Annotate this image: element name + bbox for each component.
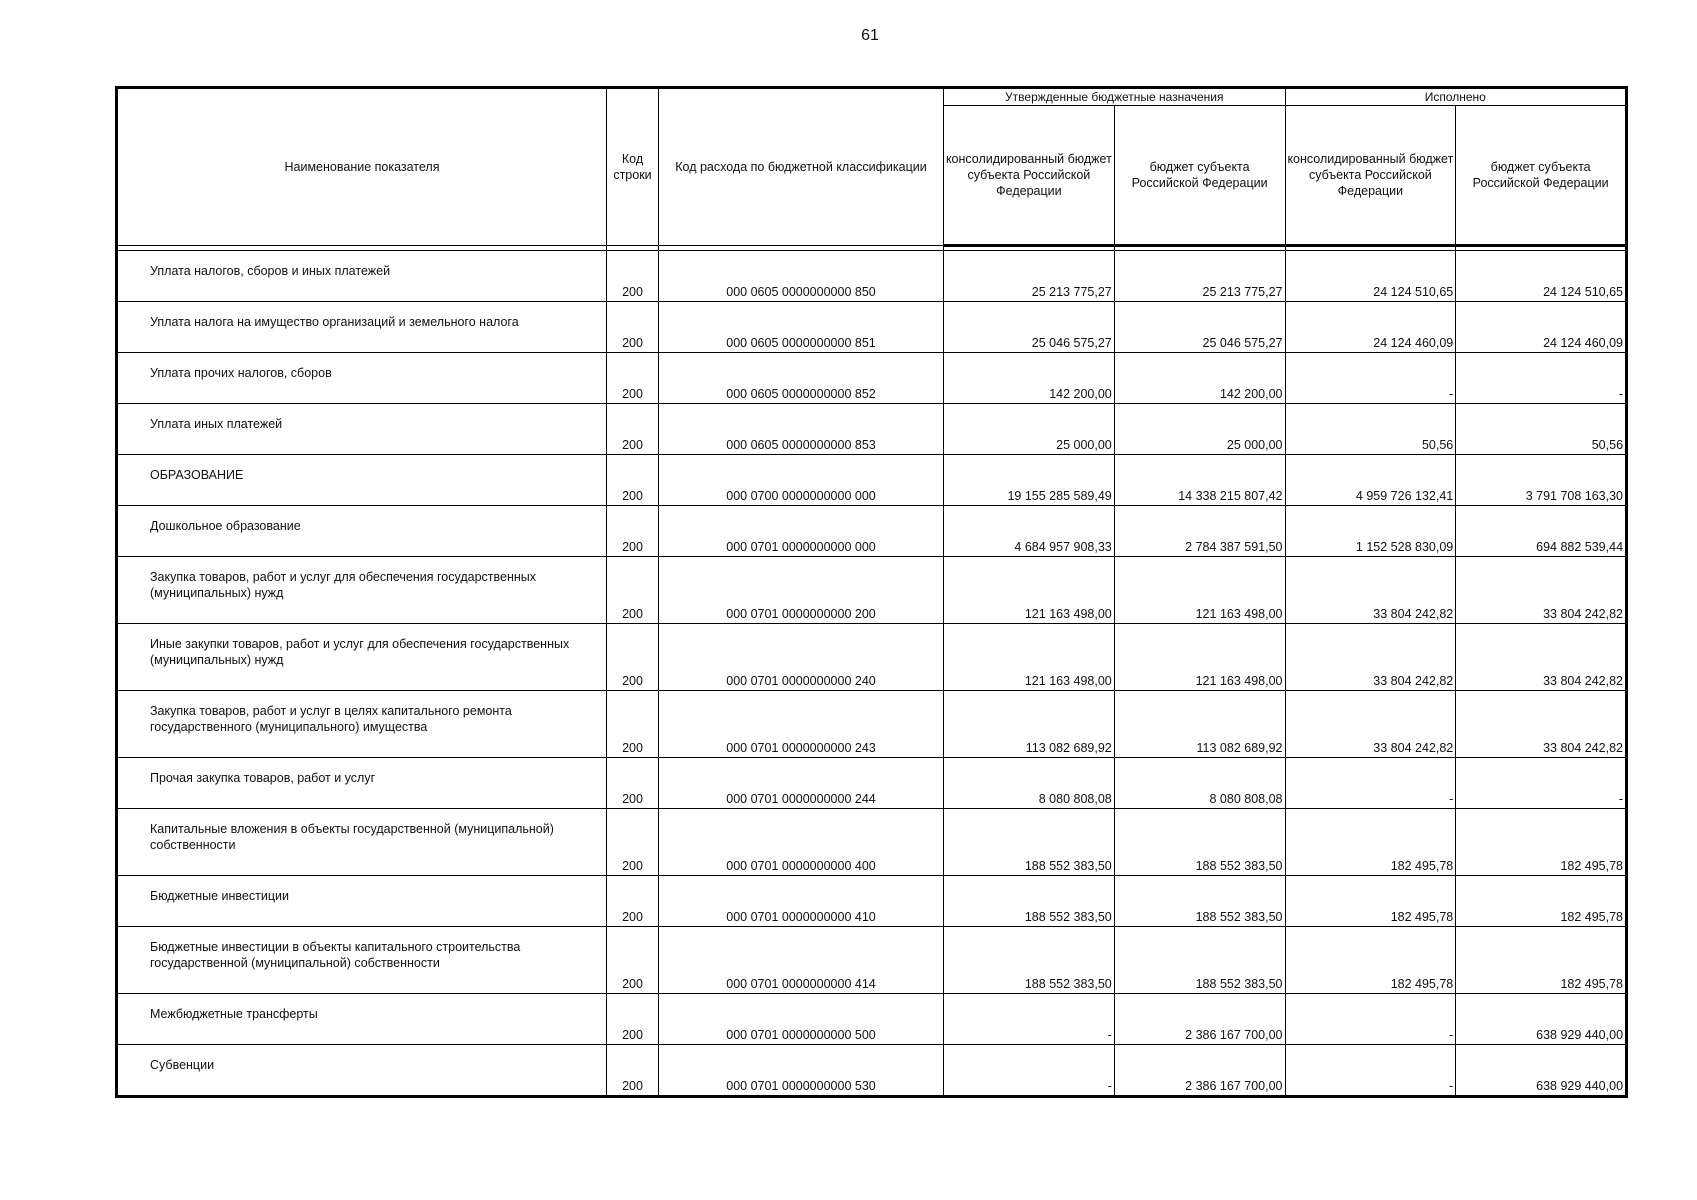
header-budget-code: Код расхода по бюджетной классификации (659, 88, 944, 246)
approved-subject-cell: 25 213 775,27 (1114, 251, 1285, 302)
budget-code-cell: 000 0605 0000000000 852 (659, 353, 944, 404)
executed-consolidated-cell: 33 804 242,82 (1285, 624, 1456, 691)
row-code-cell: 200 (607, 758, 659, 809)
approved-consolidated-cell: 113 082 689,92 (944, 691, 1115, 758)
indicator-name-cell: Бюджетные инвестиции в объекты капитального строительства государственной (муниципальной) собственности (117, 927, 607, 994)
row-code-cell: 200 (607, 691, 659, 758)
approved-subject-cell: 14 338 215 807,42 (1114, 455, 1285, 506)
approved-consolidated-cell: 188 552 383,50 (944, 876, 1115, 927)
approved-subject-cell: 2 386 167 700,00 (1114, 1045, 1285, 1097)
executed-subject-cell: 182 495,78 (1456, 927, 1627, 994)
executed-consolidated-cell: - (1285, 353, 1456, 404)
budget-code-cell: 000 0701 0000000000 244 (659, 758, 944, 809)
row-code-cell: 200 (607, 927, 659, 994)
indicator-name-cell: Уплата иных платежей (117, 404, 607, 455)
approved-subject-cell: 2 784 387 591,50 (1114, 506, 1285, 557)
approved-consolidated-cell: 142 200,00 (944, 353, 1115, 404)
approved-consolidated-cell: - (944, 1045, 1115, 1097)
header-indicator-name: Наименование показателя (117, 88, 607, 246)
table-row (117, 691, 1627, 758)
approved-subject-cell: 121 163 498,00 (1114, 557, 1285, 624)
row-code-cell: 200 (607, 1045, 659, 1097)
row-code-cell: 200 (607, 251, 659, 302)
table-row (117, 506, 1627, 557)
indicator-name-cell: Уплата налогов, сборов и иных платежей (117, 251, 607, 302)
executed-subject-cell: - (1456, 353, 1627, 404)
approved-consolidated-cell: 121 163 498,00 (944, 557, 1115, 624)
executed-subject-cell: 182 495,78 (1456, 809, 1627, 876)
executed-consolidated-cell: - (1285, 994, 1456, 1045)
approved-consolidated-cell: 8 080 808,08 (944, 758, 1115, 809)
approved-consolidated-cell: 188 552 383,50 (944, 927, 1115, 994)
approved-subject-cell: 142 200,00 (1114, 353, 1285, 404)
indicator-name-cell: Уплата налога на имущество организаций и земельного налога (117, 302, 607, 353)
executed-subject-cell: 638 929 440,00 (1456, 994, 1627, 1045)
header-group-executed: Исполнено (1285, 88, 1627, 106)
approved-subject-cell: 188 552 383,50 (1114, 876, 1285, 927)
executed-consolidated-cell: - (1285, 758, 1456, 809)
indicator-name-cell: Капитальные вложения в объекты государственной (муниципальной) собственности (117, 809, 607, 876)
approved-consolidated-cell: 4 684 957 908,33 (944, 506, 1115, 557)
budget-code-cell: 000 0605 0000000000 850 (659, 251, 944, 302)
approved-subject-cell: 25 046 575,27 (1114, 302, 1285, 353)
row-code-cell: 200 (607, 404, 659, 455)
row-code-cell: 200 (607, 353, 659, 404)
table-row (117, 557, 1627, 624)
executed-consolidated-cell: 1 152 528 830,09 (1285, 506, 1456, 557)
budget-code-cell: 000 0605 0000000000 853 (659, 404, 944, 455)
row-code-cell: 200 (607, 557, 659, 624)
approved-consolidated-cell: 25 213 775,27 (944, 251, 1115, 302)
executed-subject-cell: 33 804 242,82 (1456, 691, 1627, 758)
executed-consolidated-cell: 4 959 726 132,41 (1285, 455, 1456, 506)
header-row-code: Код строки (607, 88, 659, 246)
approved-consolidated-cell: 19 155 285 589,49 (944, 455, 1115, 506)
budget-code-cell: 000 0701 0000000000 410 (659, 876, 944, 927)
indicator-name-cell: Дошкольное образование (117, 506, 607, 557)
approved-consolidated-cell: 25 046 575,27 (944, 302, 1115, 353)
table-row (117, 927, 1627, 994)
executed-consolidated-cell: - (1285, 1045, 1456, 1097)
executed-subject-cell: 694 882 539,44 (1456, 506, 1627, 557)
executed-subject-cell: 3 791 708 163,30 (1456, 455, 1627, 506)
executed-consolidated-cell: 182 495,78 (1285, 927, 1456, 994)
table-row (117, 758, 1627, 809)
table-row (117, 994, 1627, 1045)
executed-subject-cell: 50,56 (1456, 404, 1627, 455)
executed-consolidated-cell: 33 804 242,82 (1285, 691, 1456, 758)
executed-subject-cell: 33 804 242,82 (1456, 557, 1627, 624)
indicator-name-cell: Межбюджетные трансферты (117, 994, 607, 1045)
table-row (117, 353, 1627, 404)
executed-consolidated-cell: 24 124 510,65 (1285, 251, 1456, 302)
approved-consolidated-cell: 25 000,00 (944, 404, 1115, 455)
row-code-cell: 200 (607, 876, 659, 927)
header-approved-consolidated: консолидированный бюджет субъекта Российской Федерации (944, 106, 1115, 246)
budget-code-cell: 000 0700 0000000000 000 (659, 455, 944, 506)
executed-consolidated-cell: 50,56 (1285, 404, 1456, 455)
budget-code-cell: 000 0701 0000000000 000 (659, 506, 944, 557)
executed-consolidated-cell: 182 495,78 (1285, 809, 1456, 876)
executed-subject-cell: 24 124 460,09 (1456, 302, 1627, 353)
indicator-name-cell: Иные закупки товаров, работ и услуг для обеспечения государственных (муниципальных) нужд (117, 624, 607, 691)
row-code-cell: 200 (607, 302, 659, 353)
row-code-cell: 200 (607, 809, 659, 876)
table-row (117, 404, 1627, 455)
row-code-cell: 200 (607, 624, 659, 691)
budget-execution-table (115, 86, 1628, 1098)
approved-subject-cell: 113 082 689,92 (1114, 691, 1285, 758)
row-code-cell: 200 (607, 455, 659, 506)
budget-code-cell: 000 0701 0000000000 530 (659, 1045, 944, 1097)
budget-code-cell: 000 0701 0000000000 414 (659, 927, 944, 994)
approved-subject-cell: 2 386 167 700,00 (1114, 994, 1285, 1045)
budget-code-cell: 000 0701 0000000000 243 (659, 691, 944, 758)
approved-consolidated-cell: 121 163 498,00 (944, 624, 1115, 691)
indicator-name-cell: Уплата прочих налогов, сборов (117, 353, 607, 404)
table-body (117, 246, 1627, 1097)
executed-subject-cell: 182 495,78 (1456, 876, 1627, 927)
table-row (117, 624, 1627, 691)
row-code-cell: 200 (607, 994, 659, 1045)
approved-consolidated-cell: - (944, 994, 1115, 1045)
header-executed-consolidated: консолидированный бюджет субъекта Российской Федерации (1285, 106, 1456, 246)
approved-subject-cell: 25 000,00 (1114, 404, 1285, 455)
indicator-name-cell: Закупка товаров, работ и услуг в целях капитального ремонта государственного (муниципального) имущества (117, 691, 607, 758)
table-row (117, 1045, 1627, 1097)
indicator-name-cell: Субвенции (117, 1045, 607, 1097)
budget-code-cell: 000 0701 0000000000 500 (659, 994, 944, 1045)
executed-subject-cell: 24 124 510,65 (1456, 251, 1627, 302)
executed-subject-cell: 638 929 440,00 (1456, 1045, 1627, 1097)
table-row (117, 809, 1627, 876)
budget-code-cell: 000 0701 0000000000 240 (659, 624, 944, 691)
header-group-approved: Утвержденные бюджетные назначения (944, 88, 1286, 106)
approved-subject-cell: 188 552 383,50 (1114, 927, 1285, 994)
approved-subject-cell: 121 163 498,00 (1114, 624, 1285, 691)
executed-consolidated-cell: 24 124 460,09 (1285, 302, 1456, 353)
table-row (117, 876, 1627, 927)
approved-subject-cell: 188 552 383,50 (1114, 809, 1285, 876)
budget-code-cell: 000 0701 0000000000 200 (659, 557, 944, 624)
approved-subject-cell: 8 080 808,08 (1114, 758, 1285, 809)
executed-subject-cell: 33 804 242,82 (1456, 624, 1627, 691)
page-number: 61 (861, 27, 879, 44)
indicator-name-cell: Бюджетные инвестиции (117, 876, 607, 927)
executed-consolidated-cell: 182 495,78 (1285, 876, 1456, 927)
table-row (117, 455, 1627, 506)
budget-code-cell: 000 0605 0000000000 851 (659, 302, 944, 353)
indicator-name-cell: ОБРАЗОВАНИЕ (117, 455, 607, 506)
table-row (117, 302, 1627, 353)
header-executed-subject: бюджет субъекта Российской Федерации (1456, 106, 1627, 246)
indicator-name-cell: Закупка товаров, работ и услуг для обеспечения государственных (муниципальных) нужд (117, 557, 607, 624)
executed-consolidated-cell: 33 804 242,82 (1285, 557, 1456, 624)
indicator-name-cell: Прочая закупка товаров, работ и услуг (117, 758, 607, 809)
budget-code-cell: 000 0701 0000000000 400 (659, 809, 944, 876)
approved-consolidated-cell: 188 552 383,50 (944, 809, 1115, 876)
table-row (117, 251, 1627, 302)
row-code-cell: 200 (607, 506, 659, 557)
header-approved-subject: бюджет субъекта Российской Федерации (1114, 106, 1285, 246)
executed-subject-cell: - (1456, 758, 1627, 809)
